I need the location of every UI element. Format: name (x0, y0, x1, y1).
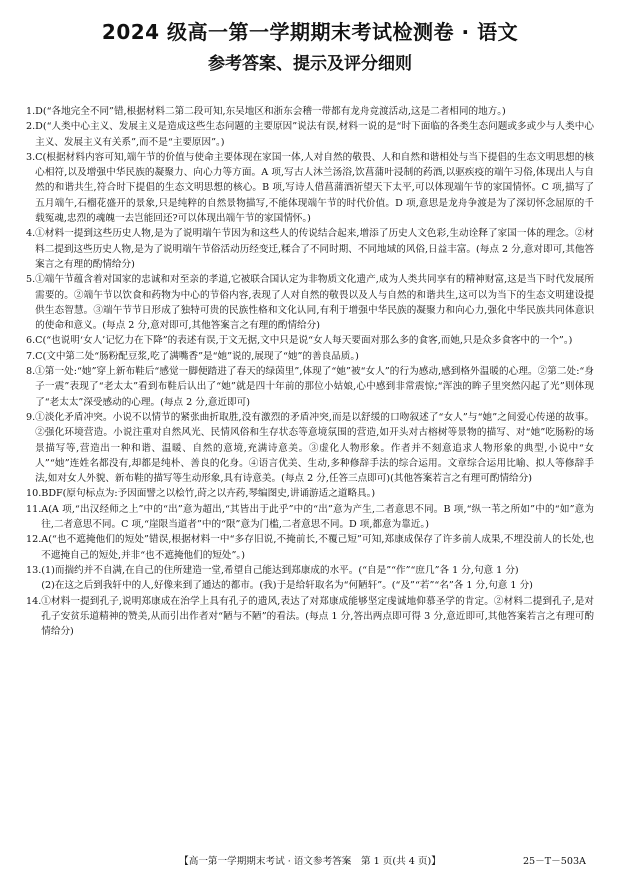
answer-number: 6. (26, 335, 36, 347)
answer-item (26, 104, 594, 119)
footer-caption: 【高一第一学期期末考试 · 语文参考答案 第 1 页(共 4 页)】 (179, 856, 441, 867)
answer-text: BDF(原句标点为:予因面譬之以桧竹,莳之以卉药,琴编图史,讲诵游适之道略具。) (41, 488, 376, 500)
answer-text: A(A 项,“出汉经师之上”中的“出”意为超出,“其皆出于此乎”中的“出”意为产生,二者意思不同。B 项,“纵一苇之所如”中的“如”意为往,二者意思不同。C 项,“崖限当道者”中的“限”意为门槛,二者意思不同。D 项,都意为靠近。) (41, 503, 594, 531)
answer-text: D(“各地完全不同”错,根据材料二第二段可知,东吴地区和浙东会稽一带都有龙舟竞渡活动,这是二者相同的地方。) (35, 106, 506, 117)
answer-number: 9. (26, 411, 36, 423)
answer-number: 10. (26, 488, 42, 500)
answer-item (26, 410, 594, 486)
answer-number: 12. (26, 534, 42, 546)
answer-number: 8. (26, 366, 36, 378)
footer-code: 25－T－503A (522, 856, 586, 867)
subpart-label: (2) (41, 580, 55, 592)
answer-text: D(“人类中心主义、发展主义是造成这些生态问题的主要原因”说法有误,材料一说的是“时下面临的各类生态问题或多或少与人类中心主义、发展主义有关系”,而不是“主要原因”。) (35, 121, 594, 148)
answer-text: ①材料一提到这些历史人物,是为了说明端午节因为和这些人的传说结合起来,增添了历史人文色彩,生动诠释了家国一体的理念。②材料二提到这些历史人物,是为了说明端午节俗活动历经变迁,糅合了不同时期、不同地域的风俗,日益丰富。(每点 2 分,意对即可,其他答案言之有理的酌情给分) (35, 228, 595, 270)
answer-list (26, 104, 594, 639)
answer-text: ①第一处:“她”穿上新布鞋后“感觉一脚便踏进了春天的绿茵里”,体现了“她”被“女人”的行为感动,感到格外温暖的心理。②第二处:“身子一震”表现了“老太太”看到布鞋后认出了“她”就是四十年前的那位小姑娘,心中感到非常震惊;“浑浊的眸子里突然闪起了光”则体现了“老太太”深受感动的心理。(每点 2 分,意近即可) (35, 366, 594, 408)
answer-item (26, 502, 594, 533)
answer-text: A(“也不遮掩他们的短处”错误,根据材料一中“多存旧说,不掩前长,不覆己短”可知,郑康成保存了许多前人成果,不埋没前人的长处,也不遮掩自己的短处,并非“也不遮掩他们的短处”。) (41, 534, 594, 561)
answer-item (26, 333, 594, 348)
answer-item (26, 272, 594, 333)
answer-text: ①材料一提到孔子,说明郑康成在治学上具有孔子的遗风,表达了对郑康成能够坚定虔诚地仰慕圣学的肯定。②材料二提到孔子,是对孔子安贫乐道精神的赞美,从而引出作者对“陋与不陋”的看法。(每点 1 分,答出两点即可得 3 分,意近即可,其他答案若言之有理可酌情给分) (41, 595, 594, 638)
subpart-label: (1) (41, 564, 55, 576)
page-footer (0, 853, 620, 867)
answer-number: 14. (26, 595, 42, 607)
answer-number: 1. (26, 106, 36, 117)
subpart-text: 在这之后到我轩中的人,好像来到了通达的都市。(我)于是给轩取名为“何陋轩”。(“及”“若”“名”各 1 分,句意 1 分) (54, 580, 533, 592)
answer-number: 7. (26, 350, 36, 362)
page-title: 2024 级高一第一学期期末考试检测卷 · 语文 (101, 20, 519, 44)
answer-item (26, 226, 594, 272)
answer-number: 13. (26, 564, 42, 576)
answer-item (26, 532, 594, 563)
answer-text: C(“也说明‘女人’记忆力在下降”的表述有误,于文无据,文中只是说“女人每天要面对那么多的食客,而她,只是众多食客中的一个”。) (35, 335, 573, 347)
answer-item (26, 364, 594, 410)
subpart-text: 而揣约并不自满,在自己的住所建造一堂,希望自己能达到郑康成的水平。(“自是”“作”“庶几”各 1 分,句意 1 分) (54, 564, 519, 576)
answer-subpart (41, 578, 594, 593)
answer-number: 3. (26, 151, 36, 163)
answer-item (26, 119, 594, 150)
answer-item (26, 486, 594, 501)
answer-text: C(根据材料内容可知,端午节的价值与使命主要体现在家国一体,人对自然的敬畏、人和自然和谐相处与当下提倡的生态文明思想的核心相符,以及增强中华民族的凝聚力、向心力等方面。A 项,写古人沐兰汤浴,饮菖蒲叶浸制的药酒,以驱疾疫的端午习俗,体现出人与自然的和谐共生,符合时下提倡的生态文明思想的核心。B 项,写诗人借菖蒲酒祈望天下太平,可以体现端午节的家国情怀。C 项,描写了五月端午,石榴花盛开的景象,只是纯粹的自然景物描写,不能体现端午节的时代价值。D 项,意思是龙舟争渡是为了深切怀念屈原的千载冤魂,忠烈的魂魄一去岂能回还?可以体现出端午节的家国情怀。) (35, 151, 594, 225)
answer-text: ①端午节蕴含着对国家的忠诚和对至亲的孝道,它被联合国认定为非物质文化遗产,成为人类共同享有的精神财富,这是当下时代发展所需要的。②端午节以饮食和药物为中心的节俗内容,表现了人对自然的敬畏以及人与自然的和谐共生,这可以为当下的生态文明建设提供生态智慧。③端午节节日形成了独特可贵的民族性格和文化认同,有利于增强中华民族的凝聚力和向心力,强化中华民族共同体意识的使命和意义。(每点 2 分,意对即可,其他答案言之有理的酌情给分) (35, 274, 594, 332)
answer-text: C(文中第二处“肠粉配豆浆,吃了满嘴香”是“她”说的,展现了“她”的善良品质。) (35, 350, 359, 362)
answer-number: 4. (26, 228, 36, 240)
answer-number: 5. (26, 274, 36, 286)
answer-number: 11. (26, 503, 42, 515)
answer-item-14 (26, 594, 594, 640)
answer-number: 2. (26, 121, 36, 133)
page-subtitle: 参考答案、提示及评分细则 (208, 54, 412, 74)
answer-item (26, 150, 594, 226)
answer-text: ①淡化矛盾冲突。小说不以情节的紧张曲折取胜,没有激烈的矛盾冲突,而是以舒缓的口吻叙述了“女人”与“她”之间爱心传递的故事。②强化环境营造。小说注重对自然风光、民情风俗和生存状态等意境氛围的营造,如开头对古榕树等景物的描写、对“她”吃肠粉的场景描写等,营造出一种和谐、温暖、自然的意境,充满诗意美。③虚化人物形象。作者并不刻意追求人物形象的典型,小说中“女人”“她”连姓名都没有,却都是纯朴、善良的化身。④语言优美、生动,多种修辞手法的综合运用。文章综合运用比喻、拟人等修辞手法,如对女人外貌、新布鞋的描写等生动形象,具有诗意美。(每点 2 分,任答三点即可)(其他答案若言之有理可酌情给分) (35, 411, 594, 485)
answer-item-13 (26, 563, 594, 594)
answer-subparts (41, 563, 594, 594)
answer-subpart (41, 563, 594, 578)
answer-item (26, 349, 594, 364)
